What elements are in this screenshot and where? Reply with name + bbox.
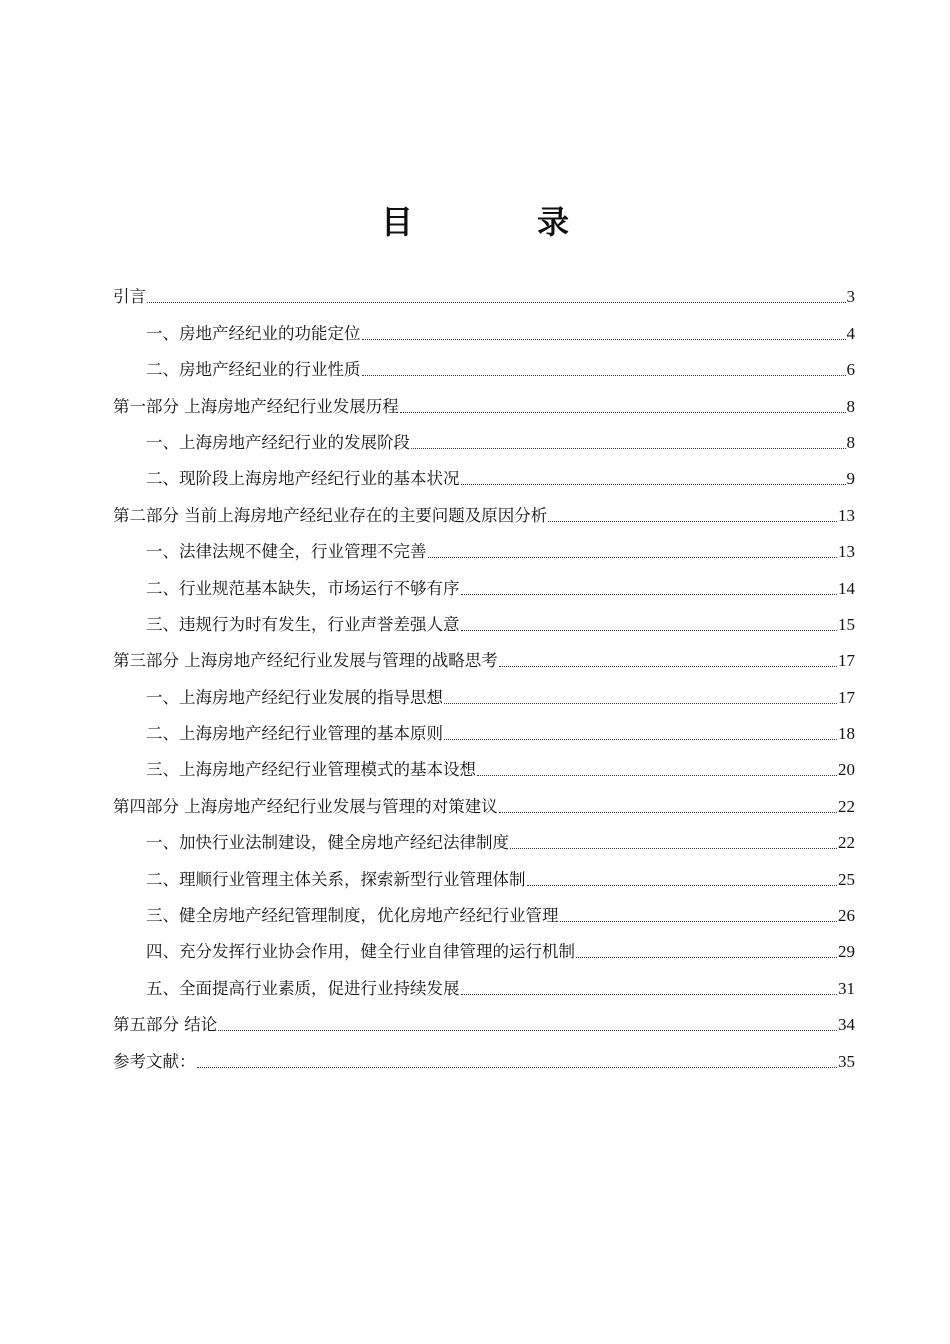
toc-entry[interactable] xyxy=(113,785,855,821)
toc-dot-leader xyxy=(197,1067,838,1068)
toc-entry[interactable] xyxy=(113,494,855,530)
toc-entry-title: 二、行业规范基本缺失，市场运行不够有序 xyxy=(146,578,460,598)
toc-dot-leader xyxy=(400,412,846,413)
toc-entry-title: 一、上海房地产经纪行业发展的指导思想 xyxy=(146,687,443,707)
toc-entry-page-number: 13 xyxy=(838,542,855,562)
toc-dot-leader xyxy=(444,739,837,740)
toc-entry-page-number: 6 xyxy=(846,360,855,380)
toc-entry-title: 参考文献： xyxy=(113,1051,196,1071)
toc-dot-leader xyxy=(362,339,846,340)
toc-entry-page-number: 17 xyxy=(838,687,855,707)
toc-entry[interactable] xyxy=(113,822,855,858)
toc-entry-title: 第四部分 上海房地产经纪行业发展与管理的对策建议 xyxy=(113,796,498,816)
toc-entry-title: 二、现阶段上海房地产经纪行业的基本状况 xyxy=(146,469,460,489)
toc-entry-page-number: 15 xyxy=(838,614,855,634)
toc-dot-leader xyxy=(461,594,838,595)
toc-dot-leader xyxy=(362,375,846,376)
toc-entry-page-number: 17 xyxy=(838,651,855,671)
toc-entry-title: 三、上海房地产经纪行业管理模式的基本设想 xyxy=(146,760,476,780)
toc-dot-leader xyxy=(444,703,837,704)
toc-title-char-2: 录 xyxy=(537,203,570,241)
toc-entry-page-number: 20 xyxy=(838,760,855,780)
toc-entry-title: 第三部分 上海房地产经纪行业发展与管理的战略思考 xyxy=(113,651,498,671)
toc-entry-title: 一、法律法规不健全，行业管理不完善 xyxy=(146,542,427,562)
toc-dot-leader xyxy=(461,630,838,631)
toc-entry[interactable] xyxy=(113,385,855,421)
toc-entry-page-number: 14 xyxy=(838,578,855,598)
toc-entry-title: 一、加快行业法制建设，健全房地产经纪法律制度 xyxy=(146,833,509,853)
toc-dot-leader xyxy=(461,484,846,485)
toc-dot-leader xyxy=(147,302,846,303)
toc-entry-page-number: 31 xyxy=(838,978,855,998)
toc-entry-title: 第二部分 当前上海房地产经纪业存在的主要问题及原因分析 xyxy=(113,505,548,525)
toc-entry[interactable] xyxy=(113,858,855,894)
toc-entry[interactable] xyxy=(113,1004,855,1040)
toc-entry[interactable] xyxy=(113,349,855,385)
toc-entry-title: 第一部分 上海房地产经纪行业发展历程 xyxy=(113,396,399,416)
toc-entry-page-number: 34 xyxy=(838,1015,855,1035)
toc-entry-title: 一、房地产经纪业的功能定位 xyxy=(146,323,361,343)
toc-dot-leader xyxy=(428,557,838,558)
toc-entry-page-number: 35 xyxy=(838,1051,855,1071)
toc-dot-leader xyxy=(527,885,838,886)
toc-entry-page-number: 18 xyxy=(838,724,855,744)
toc-entry-page-number: 3 xyxy=(846,287,855,307)
toc-entry[interactable] xyxy=(113,422,855,458)
toc-dot-leader xyxy=(218,1030,837,1031)
toc-entry[interactable] xyxy=(113,749,855,785)
toc-entry-page-number: 4 xyxy=(846,323,855,343)
toc-entry-title: 五、全面提高行业素质，促进行业持续发展 xyxy=(146,978,460,998)
toc-entry[interactable] xyxy=(113,931,855,967)
toc-entry-title: 引言 xyxy=(113,287,146,307)
toc-entry[interactable] xyxy=(113,604,855,640)
toc-entry[interactable] xyxy=(113,567,855,603)
toc-entry-page-number: 26 xyxy=(838,906,855,926)
toc-entry[interactable] xyxy=(113,640,855,676)
toc-entry-title: 四、充分发挥行业协会作用，健全行业自律管理的运行机制 xyxy=(146,942,575,962)
toc-entry[interactable] xyxy=(113,676,855,712)
toc-entry-title: 三、健全房地产经纪管理制度，优化房地产经纪行业管理 xyxy=(146,906,559,926)
toc-entry[interactable] xyxy=(113,1040,855,1076)
toc-entry-title: 一、上海房地产经纪行业的发展阶段 xyxy=(146,432,410,452)
toc-entry-page-number: 22 xyxy=(838,833,855,853)
toc-entry-page-number: 25 xyxy=(838,869,855,889)
table-of-contents xyxy=(113,276,855,1077)
toc-entry[interactable] xyxy=(113,312,855,348)
toc-entry-title: 二、上海房地产经纪行业管理的基本原则 xyxy=(146,724,443,744)
toc-entry-page-number: 9 xyxy=(846,469,855,489)
toc-dot-leader xyxy=(477,775,837,776)
toc-dot-leader xyxy=(548,521,837,522)
toc-entry-page-number: 22 xyxy=(838,796,855,816)
toc-entry-page-number: 8 xyxy=(846,432,855,452)
toc-title xyxy=(0,196,950,248)
toc-dot-leader xyxy=(499,666,837,667)
toc-entry-title: 第五部分 结论 xyxy=(113,1015,218,1035)
toc-entry-page-number: 13 xyxy=(838,505,855,525)
toc-entry-title: 二、房地产经纪业的行业性质 xyxy=(146,360,361,380)
toc-entry[interactable] xyxy=(113,458,855,494)
toc-entry[interactable] xyxy=(113,895,855,931)
toc-entry-page-number: 8 xyxy=(846,396,855,416)
toc-entry-title: 三、违规行为时有发生，行业声誉差强人意 xyxy=(146,614,460,634)
toc-title-char-1: 目 xyxy=(380,203,413,241)
toc-dot-leader xyxy=(411,448,846,449)
toc-entry-page-number: 29 xyxy=(838,942,855,962)
toc-entry[interactable] xyxy=(113,713,855,749)
toc-dot-leader xyxy=(510,848,837,849)
toc-entry[interactable] xyxy=(113,531,855,567)
toc-dot-leader xyxy=(576,957,837,958)
toc-dot-leader xyxy=(461,994,838,995)
toc-entry[interactable] xyxy=(113,276,855,312)
toc-dot-leader xyxy=(560,921,838,922)
toc-entry[interactable] xyxy=(113,967,855,1003)
toc-entry-title: 二、理顺行业管理主体关系，探索新型行业管理体制 xyxy=(146,869,526,889)
toc-dot-leader xyxy=(499,812,837,813)
